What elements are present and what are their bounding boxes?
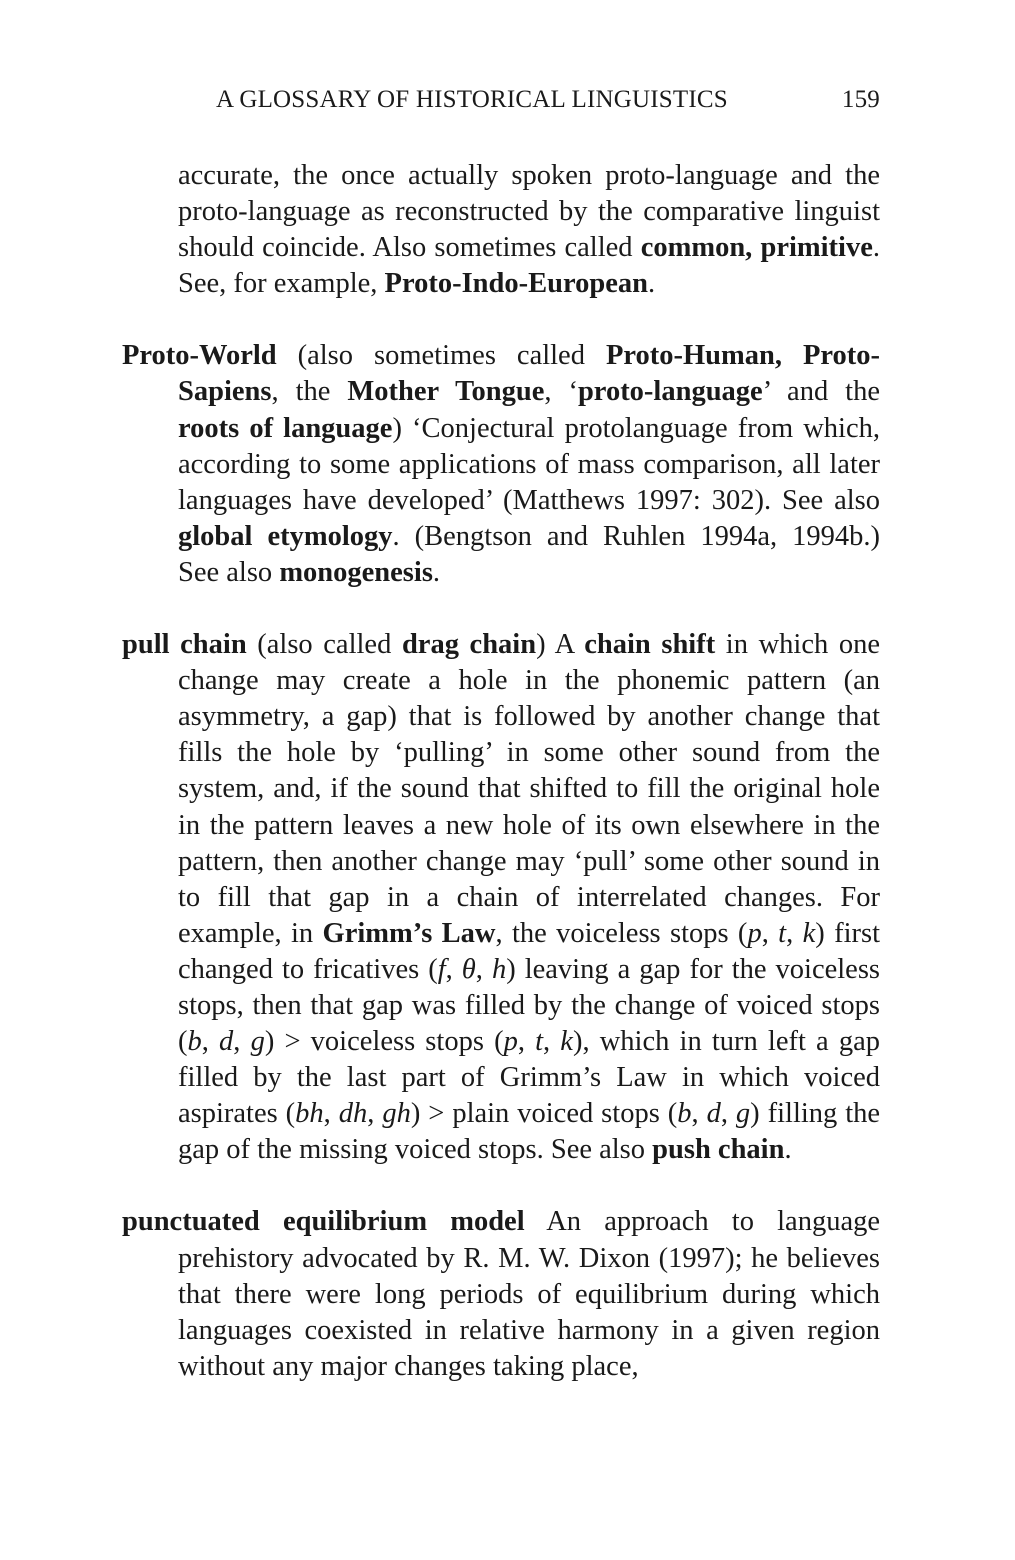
italic-symbol: bh [295, 1098, 324, 1130]
entry-pull-chain: pull chain (also called drag chain) A chain shift in which one change may create a hole in the phonemic pattern (an asymmetry, a gap) that is followed by another change that fills the hole by ‘pulling’ in some other sound from the system, and, if the sound that shifted to fill the original hole in the pattern leaves a new hole of its own elsewhere in the pattern, then another change may ‘pull’ some other sound in to fill that gap in a chain of interrelated changes. For example, in Grimm’s Law, the voiceless stops (p, t, k) first changed to fricatives (f, θ, h) leaving a gap for the voiceless stops, then that gap was filled by the change of voiced stops (b, d, g) > voiceless stops (p, t, k), which in turn left a gap filled by the last part of Grimm’s Law in which voiced aspirates (bh, dh, gh) > plain voiced stops (b, d, g) filling the gap of the missing voiced stops. See also push chain. [122, 629, 881, 1166]
italic-symbol: p [503, 1026, 518, 1058]
cross-reference: Proto-Indo-European [384, 268, 648, 300]
cross-reference: drag chain [401, 629, 537, 661]
cross-reference: global etymology [178, 520, 393, 552]
italic-symbol: g [735, 1098, 751, 1130]
italic-symbol: b [187, 1026, 202, 1058]
cross-reference: proto-language [577, 376, 763, 408]
glossary-body [122, 158, 880, 1385]
cross-reference: Grimm’s Law [322, 917, 496, 949]
cross-reference: chain shift [584, 629, 716, 661]
cross-reference: monogenesis [279, 556, 433, 588]
cross-reference: push chain [652, 1134, 785, 1166]
cross-reference: Proto-Human, Proto-Sapiens [178, 340, 880, 408]
entry-proto-world: Proto-World (also sometimes called Proto-Human, Proto-Sapiens, the Mother Tongue, ‘proto-language’ and the roots of language) ‘Conjectural protolanguage from which, according to some applications of mass comparison, all later languages have developed’ (Matthews 1997: 302). See also global etymology. (Bengtson and Ruhlen 1994a, 1994b.) See also monogenesis. [122, 340, 880, 588]
italic-symbol: h [491, 953, 507, 985]
italic-symbol: θ [461, 953, 476, 985]
cross-reference: roots of language [178, 412, 393, 444]
headword: Proto-World [122, 340, 277, 372]
italic-symbol: dh [338, 1098, 368, 1130]
entry-continuation: accurate, the once actually spoken proto-language and the proto-language as reconstructed by the comparative linguist should coincide. Also sometimes called common, primitive. See, for example, Proto-Indo-European. [178, 160, 880, 300]
running-head [216, 86, 880, 114]
italic-symbol: t [778, 917, 787, 949]
cross-reference: common, primitive [640, 232, 873, 264]
italic-symbol: g [250, 1026, 265, 1058]
cross-reference: Mother Tongue [347, 376, 545, 408]
headword: punctuated equilibrium model [122, 1206, 525, 1238]
italic-symbol: k [802, 917, 816, 949]
italic-symbol: p [747, 917, 762, 949]
page-number: 159 [841, 86, 880, 113]
headword: pull chain [122, 629, 247, 661]
italic-symbol: f [437, 953, 446, 985]
italic-symbol: d [706, 1098, 721, 1130]
italic-symbol: d [219, 1026, 234, 1058]
italic-symbol: gh [382, 1098, 411, 1130]
italic-symbol: k [560, 1026, 573, 1058]
italic-symbol: t [535, 1026, 544, 1058]
italic-symbol: b [677, 1098, 692, 1130]
entry-punctuated-equilibrium: punctuated equilibrium model An approach to language prehistory advocated by R. M. W. Dixon (1997); he believes that there were long periods of equilibrium during which languages coexisted in relative harmony in a given region without any major changes taking place, [122, 1206, 880, 1382]
running-title: A GLOSSARY OF HISTORICAL LINGUISTICS [216, 86, 728, 113]
